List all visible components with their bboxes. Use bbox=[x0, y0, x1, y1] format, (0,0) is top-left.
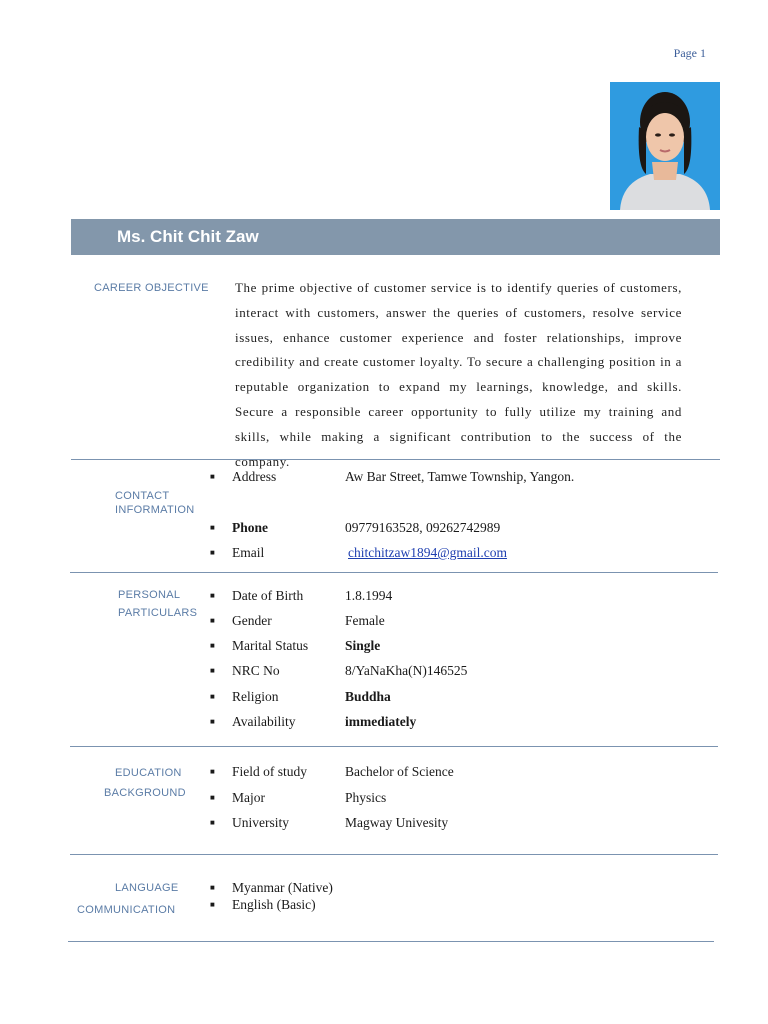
language-name: English (Basic) bbox=[232, 897, 316, 912]
contact-value: 09779163528, 09262742989 bbox=[345, 520, 501, 535]
contact-label-line2: INFORMATION bbox=[115, 504, 195, 516]
personal-label-line1: PERSONAL bbox=[118, 589, 181, 601]
career-objective-label: CAREER OBJECTIVE bbox=[94, 282, 209, 294]
contact-value: Aw Bar Street, Tamwe Township, Yangon. bbox=[345, 469, 575, 484]
contact-row-email bbox=[0, 544, 768, 562]
personal-row-dob bbox=[0, 587, 768, 605]
education-row-university bbox=[0, 814, 768, 832]
section-divider bbox=[70, 572, 718, 573]
language-item bbox=[0, 896, 768, 914]
personal-row-gender bbox=[0, 612, 768, 630]
contact-label-line1: CONTACT bbox=[115, 490, 170, 502]
language-label-line2: COMMUNICATION bbox=[77, 904, 176, 916]
personal-key: Availability bbox=[232, 714, 296, 729]
personal-value: Buddha bbox=[345, 689, 391, 704]
bullet-icon: ■ bbox=[210, 717, 215, 726]
bullet-icon: ■ bbox=[210, 793, 215, 802]
bullet-icon: ■ bbox=[210, 666, 215, 675]
personal-value: Female bbox=[345, 613, 385, 628]
bullet-icon: ■ bbox=[210, 692, 215, 701]
personal-label-line2: PARTICULARS bbox=[118, 607, 198, 619]
candidate-name: Ms. Chit Chit Zaw bbox=[117, 227, 259, 246]
email-link[interactable]: chitchitzaw1894@gmail.com bbox=[348, 545, 508, 560]
education-value: Bachelor of Science bbox=[345, 764, 454, 779]
bullet-icon: ■ bbox=[210, 472, 215, 481]
person-photo-icon bbox=[610, 82, 720, 210]
contact-key: Address bbox=[232, 469, 277, 484]
personal-value: immediately bbox=[345, 714, 417, 729]
language-label-line1: LANGUAGE bbox=[115, 882, 179, 894]
personal-row-nrc bbox=[0, 662, 768, 680]
section-divider bbox=[70, 746, 718, 747]
page-number: Page 1 bbox=[673, 46, 706, 60]
bullet-icon: ■ bbox=[210, 523, 215, 532]
personal-key: Marital Status bbox=[232, 638, 309, 653]
section-divider bbox=[68, 941, 714, 942]
contact-key: Email bbox=[232, 545, 265, 560]
section-divider bbox=[70, 854, 718, 855]
contact-row-phone bbox=[0, 519, 768, 537]
bullet-icon: ■ bbox=[210, 767, 215, 776]
contact-row-address bbox=[0, 468, 768, 486]
bullet-icon: ■ bbox=[210, 616, 215, 625]
personal-row-religion bbox=[0, 688, 768, 706]
bullet-icon: ■ bbox=[210, 591, 215, 600]
personal-key: Religion bbox=[232, 689, 279, 704]
bullet-icon: ■ bbox=[210, 548, 215, 557]
name-header-bar bbox=[71, 219, 720, 255]
personal-row-availability bbox=[0, 713, 768, 731]
education-key: University bbox=[232, 815, 289, 830]
section-divider bbox=[71, 459, 720, 460]
profile-photo bbox=[610, 82, 720, 210]
education-key: Field of study bbox=[232, 764, 308, 779]
bullet-icon: ■ bbox=[210, 900, 215, 909]
education-label-line2: BACKGROUND bbox=[104, 787, 186, 799]
personal-value: Single bbox=[345, 638, 381, 653]
personal-key: Date of Birth bbox=[232, 588, 304, 603]
education-label-line1: EDUCATION bbox=[115, 767, 182, 779]
bullet-icon: ■ bbox=[210, 883, 215, 892]
education-row-field bbox=[0, 763, 768, 781]
bullet-icon: ■ bbox=[210, 818, 215, 827]
personal-key: Gender bbox=[232, 613, 272, 628]
personal-value: 8/YaNaKha(N)146525 bbox=[345, 663, 468, 678]
language-item bbox=[0, 879, 768, 897]
bullet-icon: ■ bbox=[210, 641, 215, 650]
language-name: Myanmar (Native) bbox=[232, 880, 333, 895]
education-key: Major bbox=[232, 790, 265, 805]
contact-key: Phone bbox=[232, 520, 269, 535]
personal-value: 1.8.1994 bbox=[345, 588, 393, 603]
education-value: Magway Univesity bbox=[345, 815, 449, 830]
education-row-major bbox=[0, 789, 768, 807]
career-objective-text: The prime objective of customer service is to identify queries of customers, interact with customers, answer the queries of customers, resolve service issues, enhance customer experience and foster relationships, improve credibility and create customer loyalty. To secure a challenging position in a reputable organization to expand my learnings, knowledge, and skills. Secure a responsible career opportunity to fully utilize my training and skills, while making a significant contribution to the success of the company. bbox=[235, 280, 682, 469]
personal-row-marital-status bbox=[0, 637, 768, 655]
education-value: Physics bbox=[345, 790, 387, 805]
personal-key: NRC No bbox=[232, 663, 280, 678]
